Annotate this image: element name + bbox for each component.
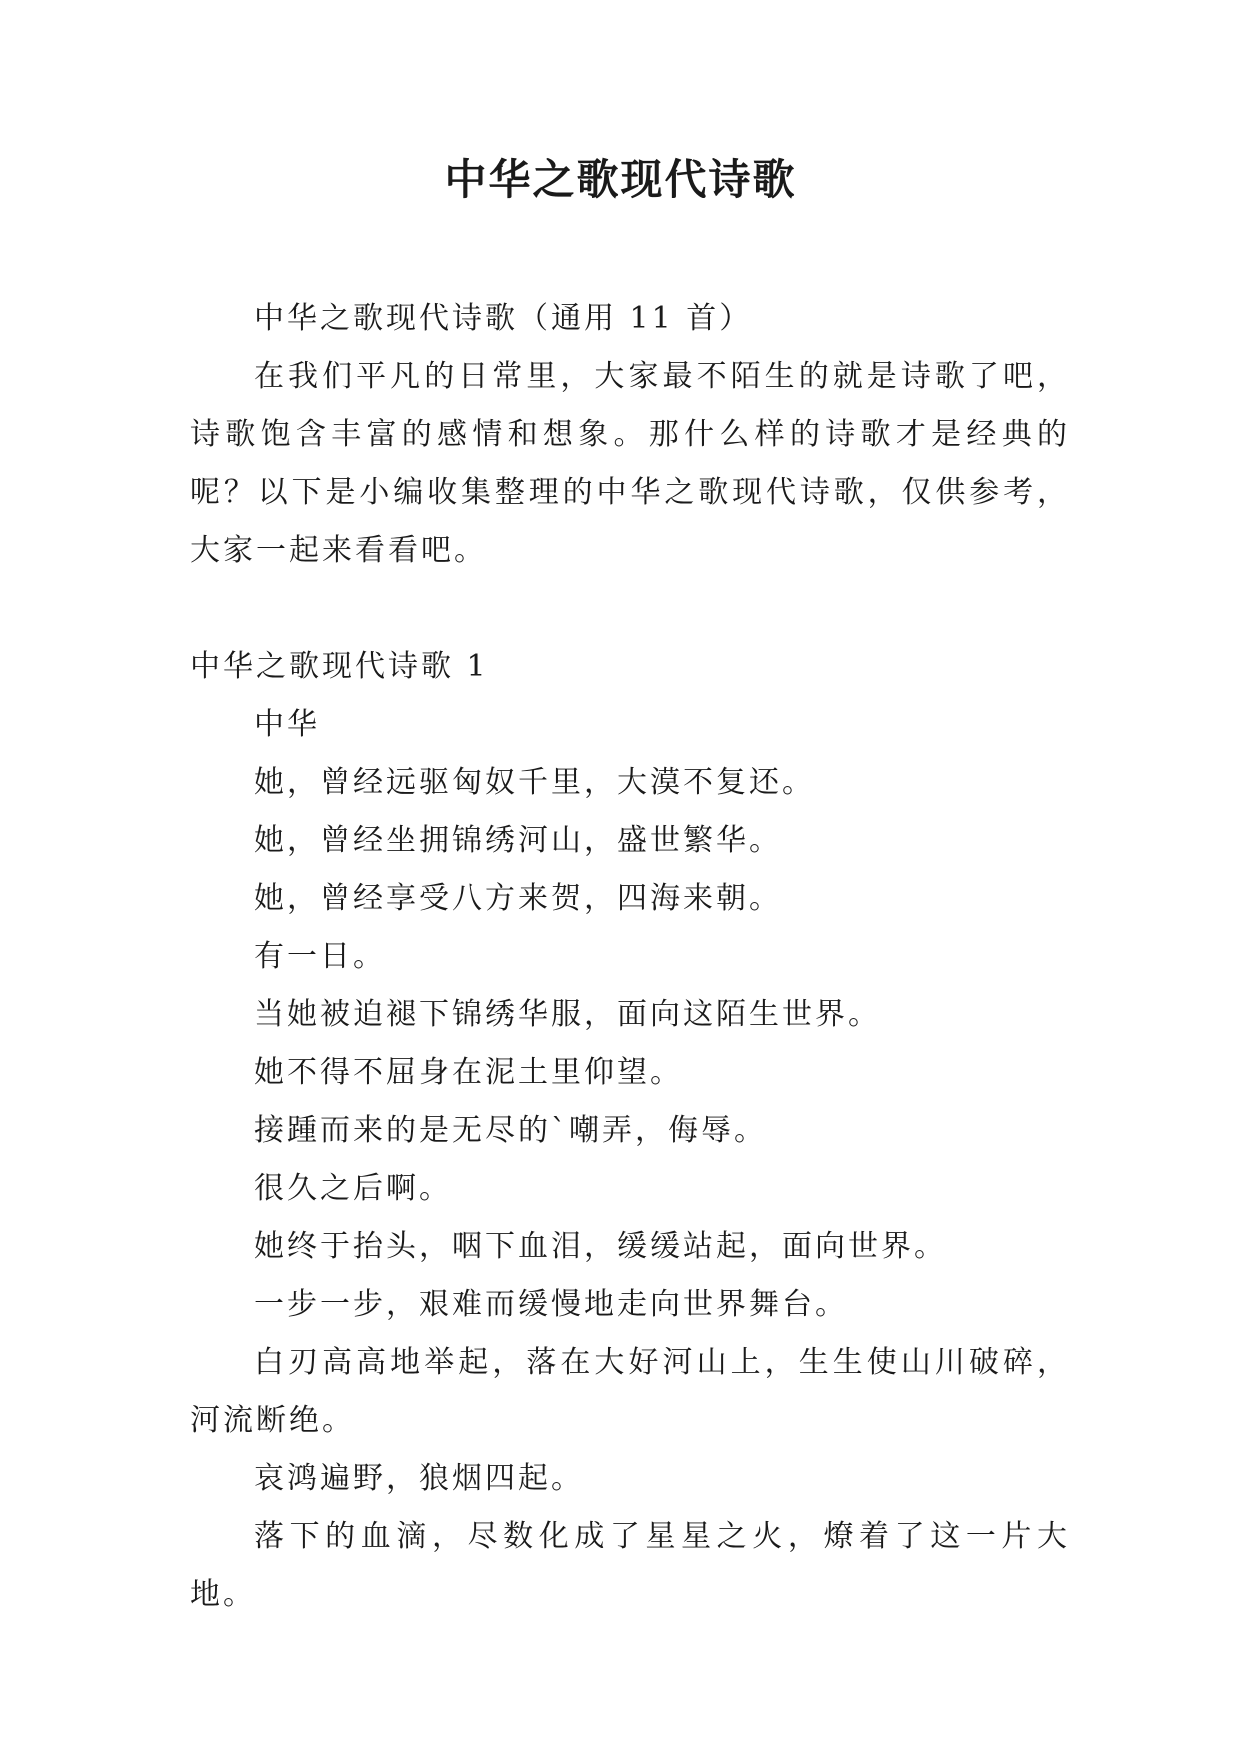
spacer [190,580,1070,638]
poem-line: 接踵而来的是无尽的`嘲弄，侮辱。 [254,1113,767,1148]
page-title: 中华之歌现代诗歌 [444,155,797,204]
poem-line: 她，曾经坐拥锦绣河山，盛世繁华。 [254,823,782,858]
section-heading: 中华之歌现代诗歌 1 [190,649,489,684]
poem-line: 中华 [254,707,320,742]
poem-line: 她，曾经享受八方来贺，四海来朝。 [254,881,782,916]
poem-line: 她，曾经远驱匈奴千里，大漠不复还。 [254,765,815,800]
poem-line: 很久之后啊。 [254,1171,452,1206]
poem-line: 哀鸿遍野，狼烟四起。 [254,1461,584,1496]
document-body [190,290,1070,1624]
poem-line: 白刃高高地举起，落在大好河山上，生生使山川破碎，河流断绝。 [190,1345,1070,1438]
poem [190,696,1070,1624]
poem-line: 有一日。 [254,939,386,974]
poem-line: 一步一步，艰难而缓慢地走向世界舞台。 [254,1287,848,1322]
subtitle: 中华之歌现代诗歌（通用 11 首） [254,301,753,336]
poem-line: 她不得不屈身在泥土里仰望。 [254,1055,683,1090]
poem-line: 落下的血滴，尽数化成了星星之火，燎着了这一片大地。 [190,1519,1070,1612]
poem-line: 当她被迫褪下锦绣华服，面向这陌生世界。 [254,997,881,1032]
poem-line: 她终于抬头，咽下血泪，缓缓站起，面向世界。 [254,1229,947,1264]
intro-paragraph: 在我们平凡的日常里，大家最不陌生的就是诗歌了吧，诗歌饱含丰富的感情和想象。那什么样的诗歌才是经典的呢？以下是小编收集整理的中华之歌现代诗歌，仅供参考，大家一起来看看吧。 [190,359,1070,568]
